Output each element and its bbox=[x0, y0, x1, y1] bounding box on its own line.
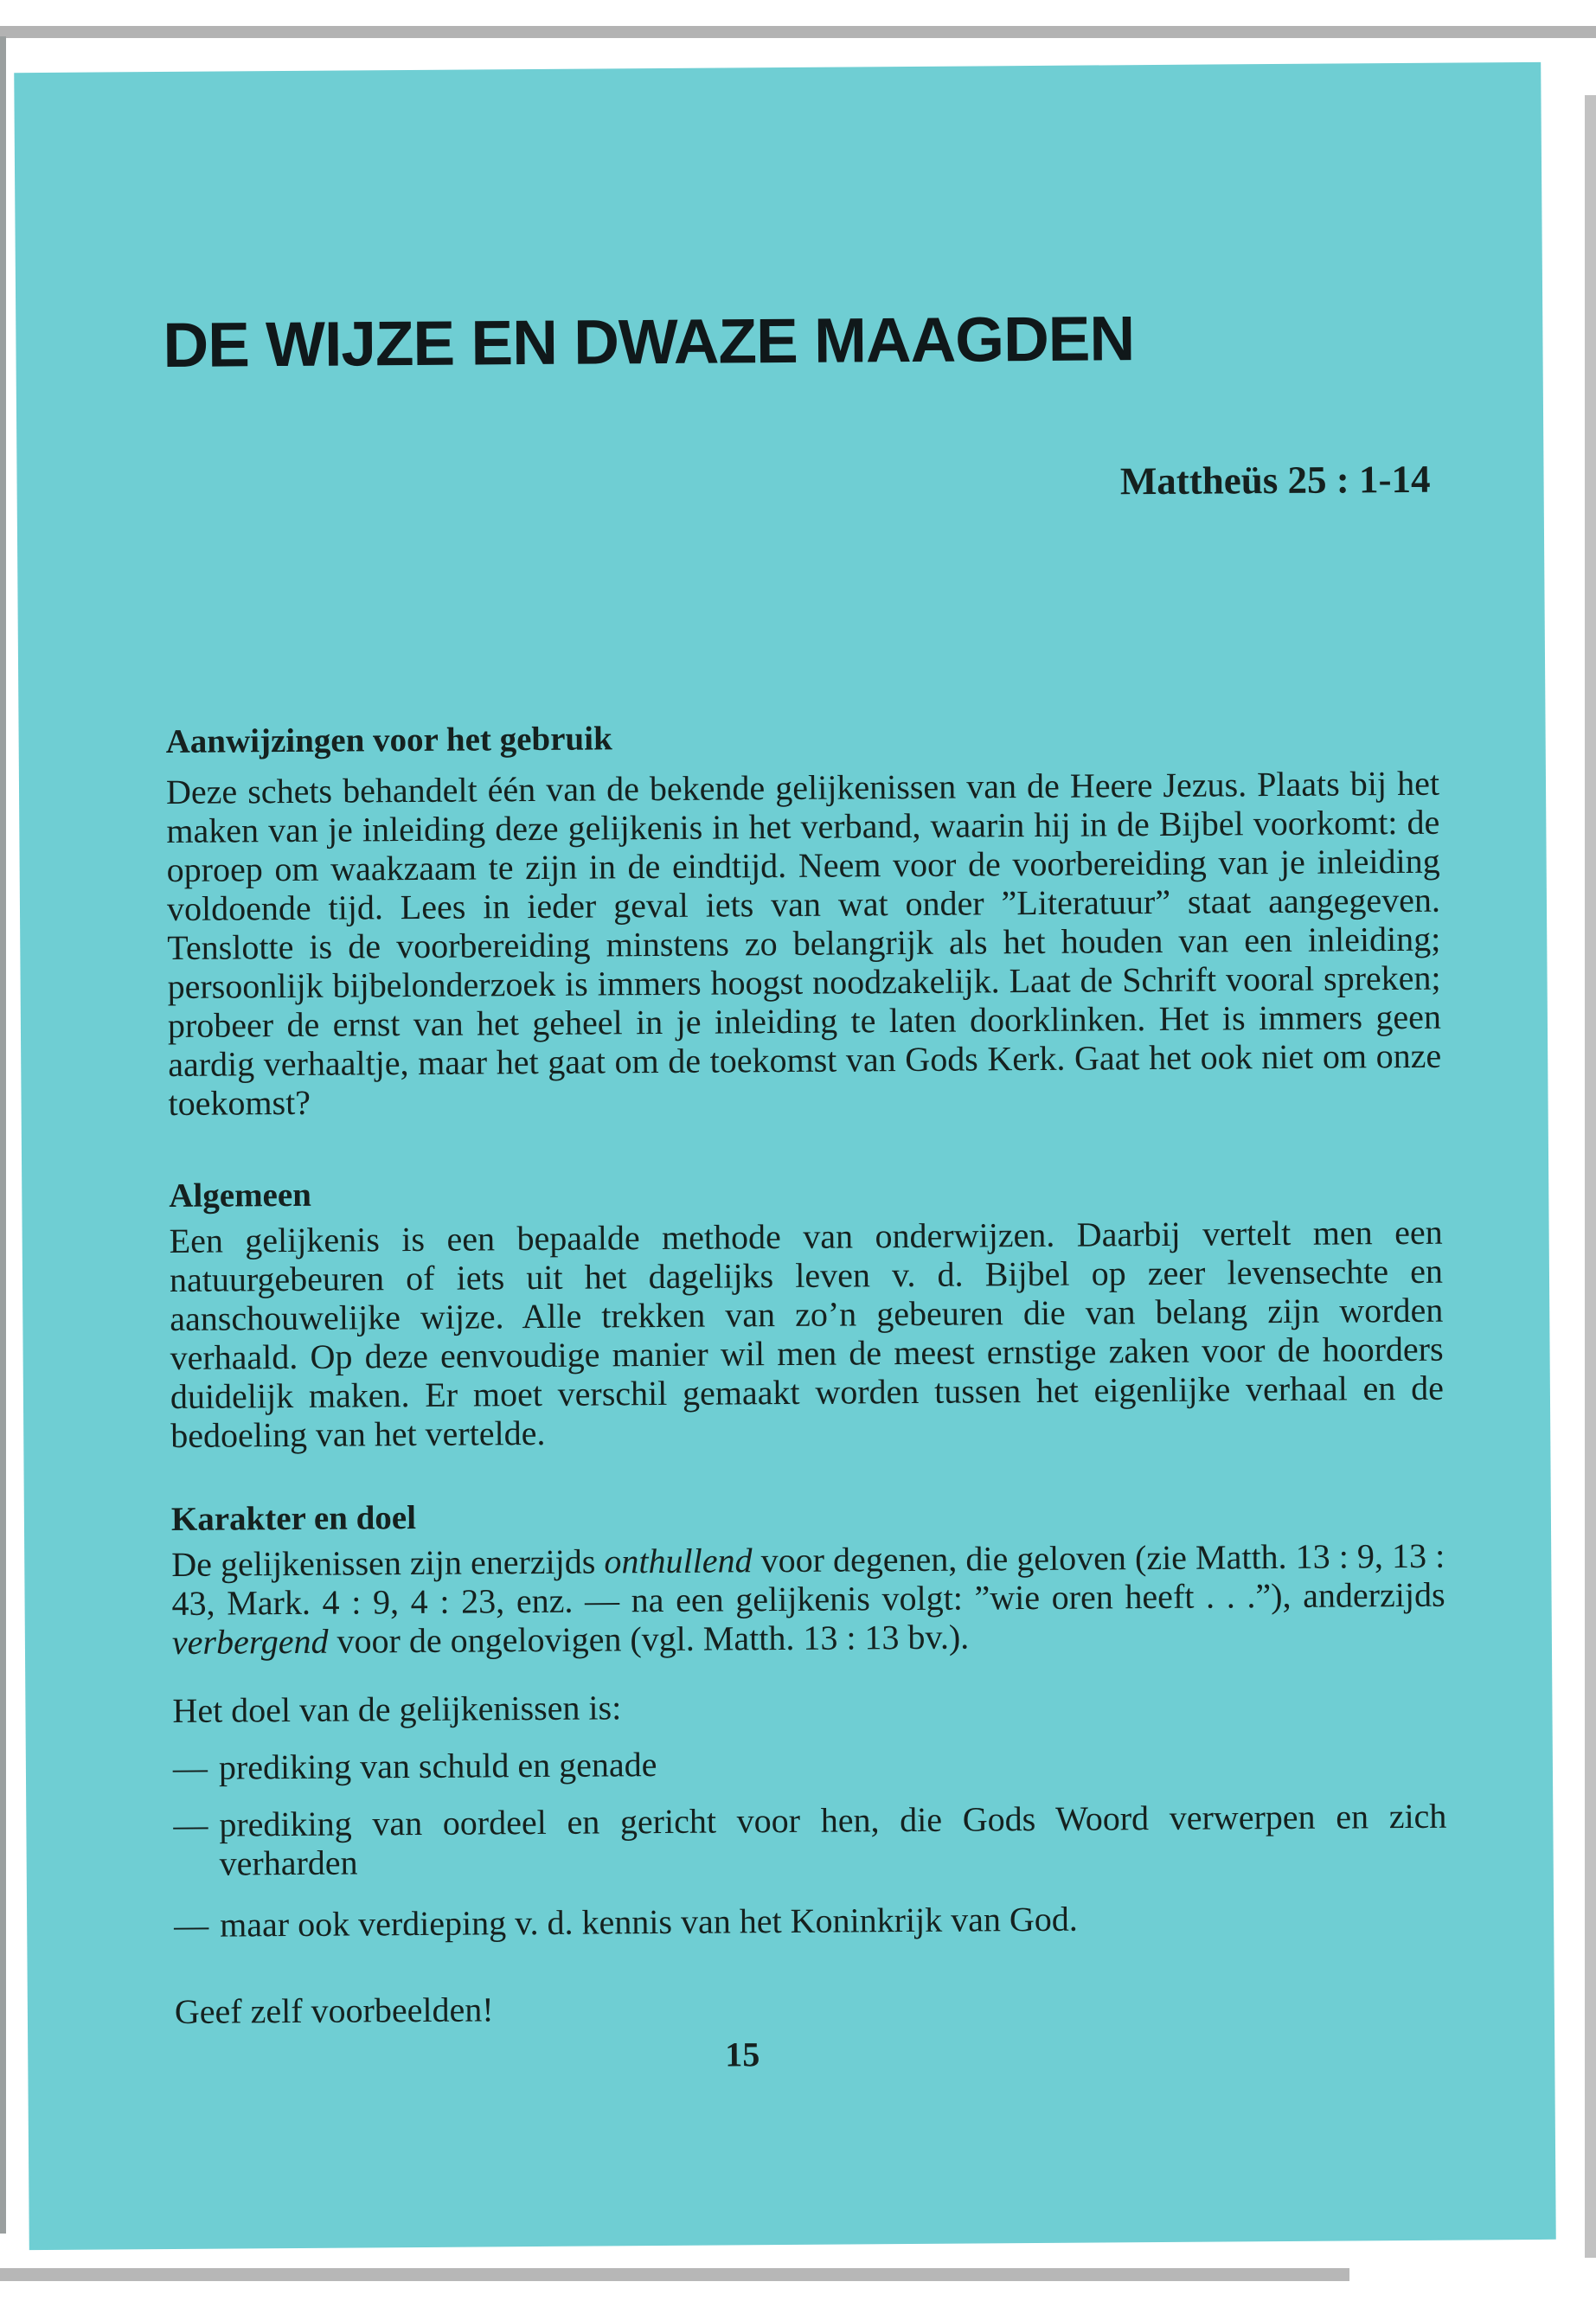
page-content bbox=[161, 63, 1448, 2080]
dash-marker: — bbox=[173, 1804, 208, 1844]
scanned-page bbox=[14, 62, 1556, 2250]
scanner-edge-bottom bbox=[0, 2268, 1349, 2281]
section-heading-gebruik: Aanwijzingen voor het gebruik bbox=[165, 720, 612, 760]
closing-line: Geef zelf voorbeelden! bbox=[174, 1990, 494, 2031]
doel-intro: Het doel van de gelijkenissen is: bbox=[172, 1688, 622, 1730]
dash-marker: — bbox=[174, 1905, 209, 1945]
page-number: 15 bbox=[725, 2035, 760, 2074]
list-item-text: prediking van oordeel en gericht voor hen, die Gods Woord verwerpen en zich verharden bbox=[219, 1796, 1447, 1883]
section-heading-karakter: Karakter en doel bbox=[170, 1498, 417, 1538]
karakter-italic-verbergend: verbergend bbox=[171, 1621, 329, 1662]
list-item bbox=[173, 1740, 1446, 1787]
section-heading-algemeen: Algemeen bbox=[169, 1176, 312, 1215]
scanner-edge-left bbox=[0, 36, 6, 2234]
list-item-text: prediking van schuld en genade bbox=[218, 1745, 657, 1787]
dash-marker: — bbox=[172, 1747, 208, 1787]
paragraph-karakter bbox=[171, 1536, 1445, 1662]
paragraph-gebruik: Deze schets behandelt één van de bekende gelijkenissen van de Heere Jezus. Plaats bij het maken van je inleiding deze gelijkenis in het verband, waarin hij in de Bijbel voorkomt: de oproep om waakzaam te zijn in de eindtijd. Neem voor de voorbereiding van je inleiding voldoende tijd. Lees in ieder geval iets van wat onder ”Literatuur” staat aangegeven. Tenslotte is de voorbereiding minstens zo belangrijk als het houden van een inleiding; persoonlijk bijbelonderzoek is immers hoogst noodzakelijk. Laat de Schrift vooral spreken; probeer de ernst van het geheel in je inleiding te laten doorklinken. Het is immers geen aardig verhaaltje, maar het gaat om de toekomst van Gods Kerk. Gaat het ook niet om onze toekomst? bbox=[165, 763, 1442, 1123]
karakter-text-1: De gelijkenissen zijn enerzijds bbox=[171, 1541, 605, 1584]
karakter-text-3: voor de ongelovigen (vgl. Matth. 13 : 13 bv.). bbox=[328, 1617, 970, 1661]
karakter-text-2: voor degenen, die geloven (zie Matth. 13 : 9, 13 : 43, Mark. 4 : 9, 4 : 23, enz. — na een gelijkenis volgt: ”wie oren heeft . . .”), anderzijds bbox=[171, 1535, 1445, 1623]
scanner-edge-right bbox=[1585, 95, 1596, 2258]
list-item bbox=[174, 1897, 1447, 1945]
page-title: DE WIJZE EN DWAZE MAAGDEN bbox=[163, 304, 1135, 381]
list-item bbox=[173, 1797, 1447, 1883]
scripture-reference: Mattheüs 25 : 1-14 bbox=[1119, 457, 1431, 503]
list-item-text: maar ook verdieping v. d. kennis van het Koninkrijk van God. bbox=[220, 1899, 1078, 1945]
karakter-italic-onthullend: onthullend bbox=[604, 1541, 753, 1581]
paragraph-algemeen: Een gelijkenis is een bepaalde methode van onderwijzen. Daarbij vertelt men een natuurgebeuren of iets uit het dagelijks leven v. d. Bijbel op zeer levensechte en aanschouwelijke wijze. Alle trekken van zo’n gebeuren die van belang zijn worden verhaald. Op deze eenvoudige manier wil men de meest ernstige zaken voor de hoorders duidelijk maken. Er moet verschil gemaakt worden tussen het eigenlijke verhaal en de bedoeling van het vertelde. bbox=[169, 1212, 1445, 1455]
scanner-edge-top bbox=[0, 26, 1596, 38]
